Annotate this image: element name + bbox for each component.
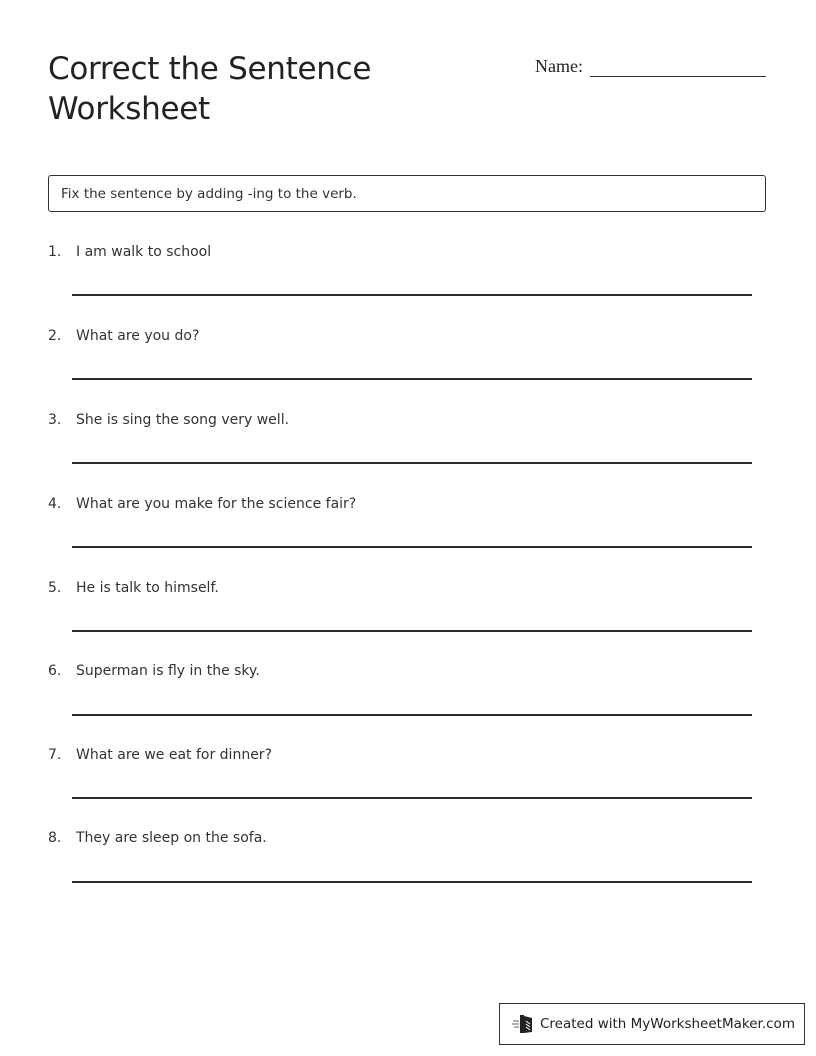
question-text: They are sleep on the sofa.	[76, 830, 267, 846]
answer-line[interactable]	[72, 797, 752, 799]
question-number: 5.	[48, 580, 62, 596]
name-label: Name:	[535, 56, 583, 76]
question-text: Superman is fly in the sky.	[76, 663, 260, 679]
question-text: He is talk to himself.	[76, 580, 219, 596]
name-blank-line[interactable]	[590, 52, 766, 77]
question-number: 4.	[48, 496, 62, 512]
question-number: 1.	[48, 244, 62, 260]
answer-line[interactable]	[72, 546, 752, 548]
question-text: I am walk to school	[76, 244, 212, 260]
question-number: 8.	[48, 830, 62, 846]
worksheet-maker-logo-icon	[512, 1013, 534, 1035]
question-number: 3.	[48, 412, 62, 428]
footer-credit[interactable]	[499, 1003, 805, 1045]
answer-line[interactable]	[72, 881, 752, 883]
name-field	[535, 52, 770, 77]
answer-line[interactable]	[72, 630, 752, 632]
answer-line[interactable]	[72, 294, 752, 296]
instructions-box: Fix the sentence by adding -ing to the verb.	[48, 175, 766, 212]
footer-text: Created with MyWorksheetMaker.com	[540, 1016, 795, 1032]
question-number: 2.	[48, 328, 62, 344]
question-text: She is sing the song very well.	[76, 412, 290, 428]
answer-line[interactable]	[72, 462, 752, 464]
page-title: Correct the Sentence Worksheet	[48, 51, 372, 127]
question-text: What are you do?	[76, 328, 200, 344]
answer-line[interactable]	[72, 378, 752, 380]
answer-line[interactable]	[72, 714, 752, 716]
question-text: What are we eat for dinner?	[76, 747, 272, 763]
question-number: 7.	[48, 747, 62, 763]
question-number: 6.	[48, 663, 62, 679]
question-text: What are you make for the science fair?	[76, 496, 357, 512]
